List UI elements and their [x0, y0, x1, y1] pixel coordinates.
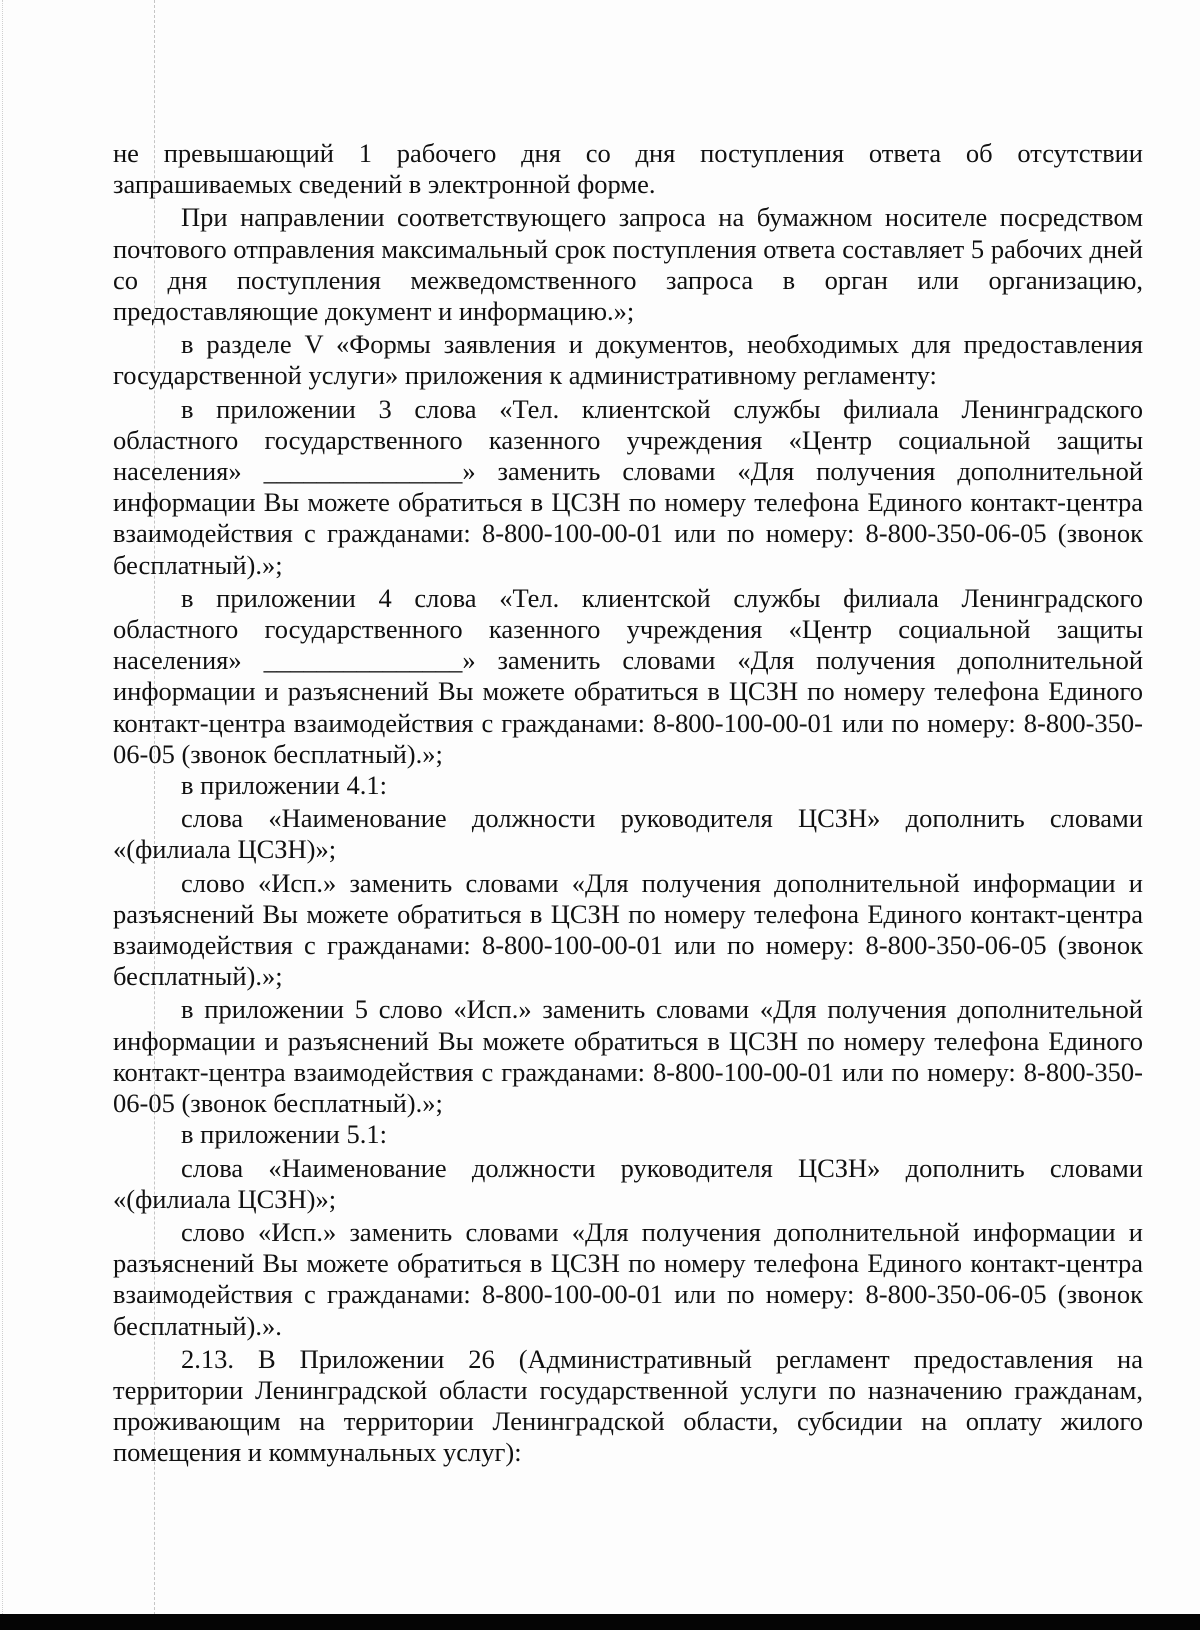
paragraph: в приложении 5.1: — [181, 1119, 387, 1150]
document-body — [113, 138, 1143, 1469]
scan-edge-artifact — [2, 0, 3, 1630]
scan-bottom-border — [0, 1614, 1200, 1630]
paragraph: слово «Исп.» заменить словами «Для получения дополнительной информации и разъяснений Вы можете обратиться в ЦСЗН по номеру телефона Единого контакт-центра взаимодействия с гражданами: 8-800-100-00-01 или по номеру: 8-800-350-06-05 (звонок бесплатный).»; — [113, 867, 1143, 992]
paragraph: 2.13. В Приложении 26 (Административный регламент предоставления на территории Ленинградской области государственной услуги по назначению гражданам, проживающим на территории Ленинградской области, субсидии на оплату жилого помещения и коммунальных услуг): — [113, 1343, 1143, 1468]
paragraph: в приложении 3 слова «Тел. клиентской службы филиала Ленинградского областного государственного казенного учреждения «Центр социальной защиты населения» _______________» заменить словами «Для получения дополнительной информации Вы можете обратиться в ЦСЗН по номеру телефона Единого контакт-центра взаимодействия с гражданами: 8-800-100-00-01 или по номеру: 8-800-350-06-05 (звонок бесплатный).»; — [113, 393, 1143, 580]
paragraph: не превышающий 1 рабочего дня со дня поступления ответа об отсутствии запрашиваемых сведений в электронной форме. — [113, 138, 1143, 200]
paragraph: в приложении 4 слова «Тел. клиентской службы филиала Ленинградского областного государственного казенного учреждения «Центр социальной защиты населения» _______________» заменить словами «Для получения дополнительной информации и разъяснений Вы можете обратиться в ЦСЗН по номеру телефона Единого контакт-центра взаимодействия с гражданами: 8-800-100-00-01 или по номеру: 8-800-350-06-05 (звонок бесплатный).»; — [113, 582, 1143, 769]
paragraph: При направлении соответствующего запроса на бумажном носителе посредством почтового отправления максимальный срок поступления ответа составляет 5 рабочих дней со дня поступления межведомственного запроса в орган или организацию, предоставляющие документ и информацию.»; — [113, 202, 1143, 327]
paragraph: в разделе V «Формы заявления и документов, необходимых для предоставления государственной услуги» приложения к административному регламенту: — [113, 329, 1143, 391]
paragraph: в приложении 4.1: — [181, 770, 387, 801]
paragraph: слова «Наименование должности руководителя ЦСЗН» дополнить словами «(филиала ЦСЗН)»; — [113, 803, 1143, 865]
paragraph: слова «Наименование должности руководителя ЦСЗН» дополнить словами «(филиала ЦСЗН)»; — [113, 1152, 1143, 1214]
paragraph: слово «Исп.» заменить словами «Для получения дополнительной информации и разъяснений Вы можете обратиться в ЦСЗН по номеру телефона Единого контакт-центра взаимодействия с гражданами: 8-800-100-00-01 или по номеру: 8-800-350-06-05 (звонок бесплатный).». — [113, 1216, 1143, 1341]
paragraph: в приложении 5 слово «Исп.» заменить словами «Для получения дополнительной информации и разъяснений Вы можете обратиться в ЦСЗН по номеру телефона Единого контакт-центра взаимодействия с гражданами: 8-800-100-00-01 или по номеру: 8-800-350-06-05 (звонок бесплатный).»; — [113, 994, 1143, 1119]
